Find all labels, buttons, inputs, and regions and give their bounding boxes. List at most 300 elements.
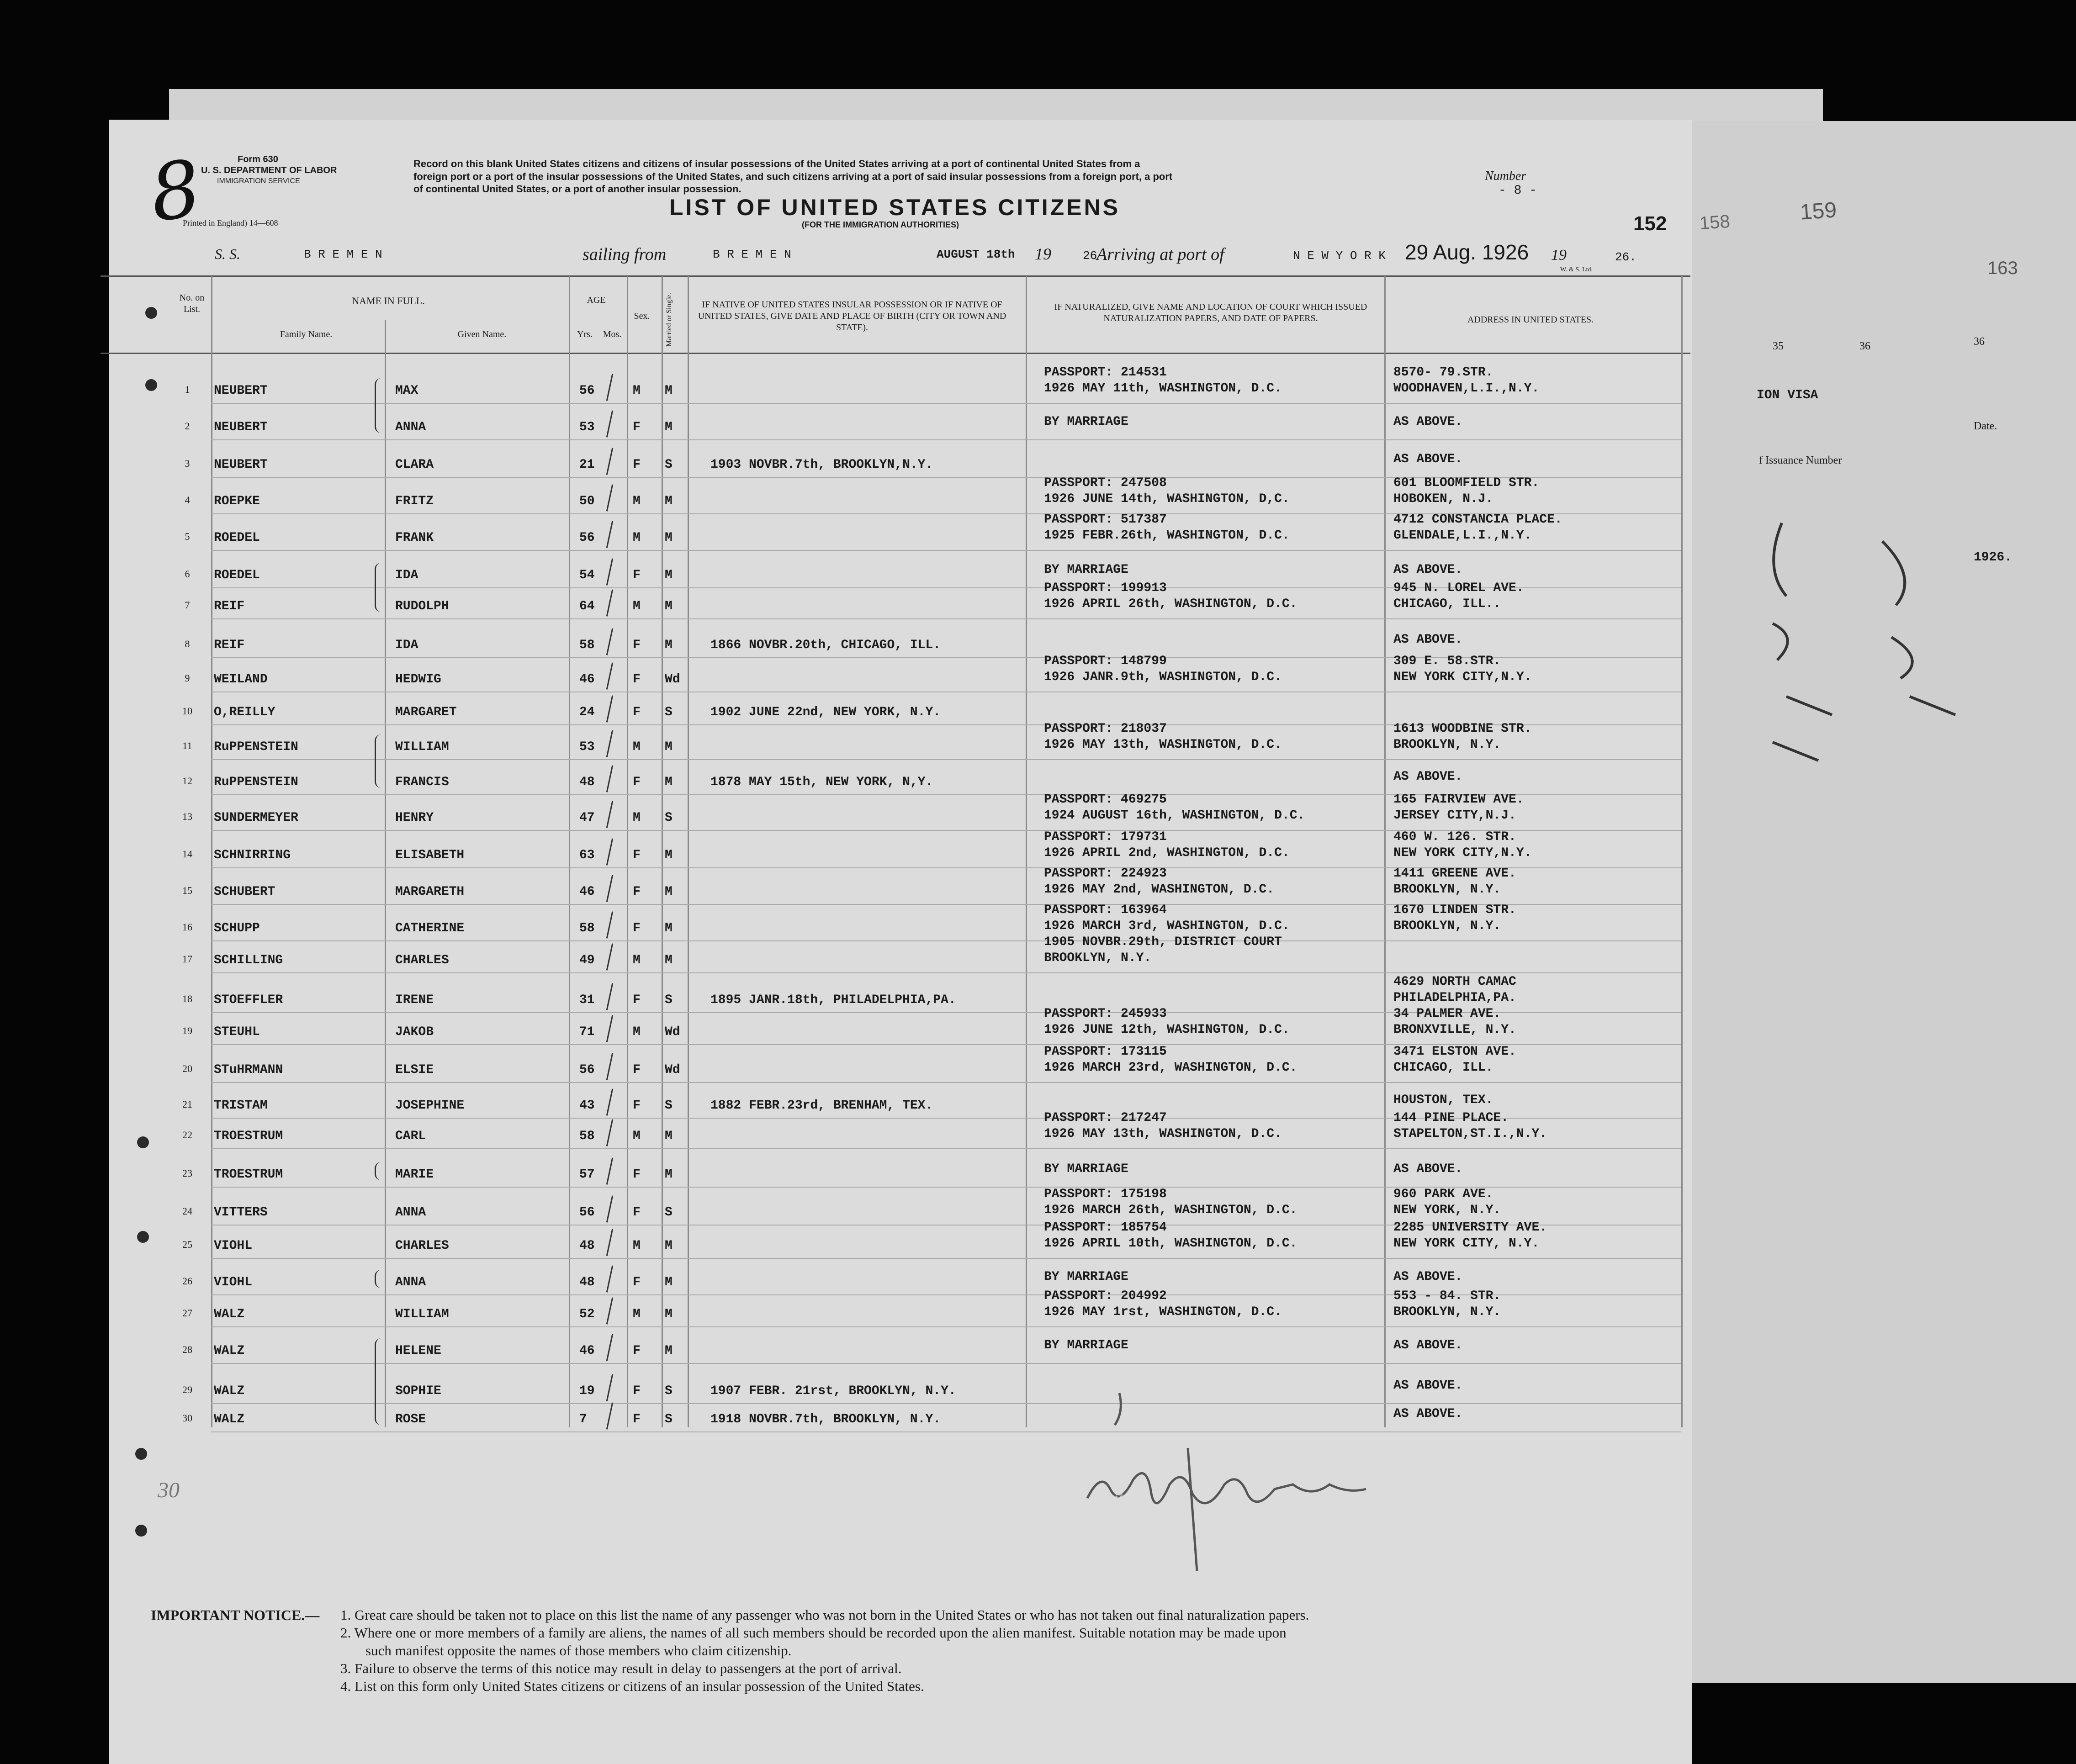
- naturalization-line-1: PASSPORT: 217247: [1044, 1111, 1167, 1125]
- age: 54: [579, 568, 595, 582]
- signature-text: AsgCldbery 4.30 pm: [1092, 1494, 1130, 1499]
- naturalization-line-2: 1926 JANR.9th, WASHINGTON, D.C.: [1044, 670, 1282, 684]
- address-line-1: 144 PINE PLACE.: [1393, 1111, 1509, 1125]
- naturalization-line-2: 1926 MAY 1rst, WASHINGTON, D.C.: [1044, 1305, 1282, 1319]
- col-header-yrs: Yrs.: [577, 329, 593, 339]
- signature: [1074, 1379, 1393, 1590]
- address-line-1: 553 - 84. STR.: [1393, 1289, 1501, 1303]
- page-title: LIST OF UNITED STATES CITIZENS: [669, 195, 1121, 220]
- arrival-date-stamp: 29 Aug. 1926: [1405, 240, 1529, 264]
- col-divider: [1384, 276, 1386, 1427]
- row-number: 7: [185, 599, 190, 611]
- address-line-2: NEW YORK CITY,N.Y.: [1393, 846, 1532, 860]
- naturalization-line-1: 1905 NOVBR.29th, DISTRICT COURT: [1044, 935, 1282, 949]
- marital-status: S: [665, 1412, 673, 1426]
- address-line-1: 1613 WOODBINE STR.: [1393, 722, 1532, 736]
- row-number: 11: [182, 740, 192, 751]
- given-name: CHARLES: [395, 953, 449, 967]
- age: 58: [579, 1129, 595, 1143]
- adjacent-issuance-label: f Issuance Number: [1759, 454, 1842, 466]
- address-line-1: 1411 GREENE AVE.: [1393, 866, 1516, 881]
- family-name: SCHUBERT: [214, 885, 275, 899]
- row-number: 19: [182, 1025, 192, 1036]
- marital-status: S: [665, 1205, 673, 1220]
- col-header-mos: Mos.: [603, 329, 622, 339]
- col-divider: [662, 276, 663, 1427]
- row-number: 15: [182, 885, 192, 896]
- page-subtitle: (FOR THE IMMIGRATION AUTHORITIES): [802, 220, 959, 229]
- family-name: NEUBERT: [214, 420, 268, 434]
- marital-status: Wd: [665, 672, 680, 687]
- row-rule: [211, 1326, 1681, 1327]
- sex: F: [633, 993, 641, 1007]
- notice-label: IMPORTANT NOTICE.—: [151, 1607, 320, 1623]
- row-number: 3: [185, 458, 190, 469]
- address-line-1: AS ABOVE.: [1393, 1407, 1463, 1421]
- naturalization-line-1: BY MARRIAGE: [1044, 1270, 1128, 1284]
- address-line-2: WOODHAVEN,L.I.,N.Y.: [1393, 381, 1540, 396]
- age: 56: [579, 384, 595, 398]
- row-rule: [211, 1082, 1681, 1083]
- family-name: WALZ: [214, 1344, 245, 1358]
- naturalization-line-1: PASSPORT: 185754: [1044, 1220, 1167, 1235]
- given-name: ANNA: [395, 420, 426, 434]
- address-line-2: BROOKLYN, N.Y.: [1393, 919, 1501, 933]
- given-name: CLARA: [395, 458, 434, 472]
- adjacent-col-a: 35: [1773, 340, 1784, 352]
- marital-status: S: [665, 1384, 673, 1398]
- marital-status: M: [665, 1129, 673, 1143]
- table-top-rule: [101, 275, 1690, 277]
- col-header-name: NAME IN FULL.: [352, 295, 425, 306]
- sailing-from: B R E M E N: [713, 248, 791, 261]
- age: 48: [579, 1275, 595, 1289]
- given-name: RUDOLPH: [395, 599, 449, 613]
- marital-status: Wd: [665, 1025, 680, 1039]
- age: 43: [579, 1099, 595, 1113]
- row-number: 21: [182, 1099, 192, 1110]
- row-number: 24: [182, 1205, 192, 1217]
- row-number: 17: [182, 953, 192, 965]
- given-name: WILLIAM: [395, 740, 449, 754]
- marital-status: S: [665, 1099, 673, 1113]
- address-line-2: BROOKLYN, N.Y.: [1393, 738, 1501, 752]
- family-name: VITTERS: [214, 1205, 268, 1220]
- naturalization-line-1: PASSPORT: 218037: [1044, 722, 1167, 736]
- family-name: VIOHL: [214, 1275, 253, 1289]
- naturalization-line-1: PASSPORT: 175198: [1044, 1187, 1167, 1201]
- sailing-from-label: sailing from: [583, 245, 667, 264]
- family-name: NEUBERT: [214, 384, 268, 398]
- row-number: 9: [185, 672, 190, 684]
- age: 48: [579, 775, 595, 789]
- adjacent-page-c: 163: [1987, 258, 2018, 278]
- marital-status: M: [665, 885, 673, 899]
- sex: F: [633, 568, 641, 582]
- sex: F: [633, 1384, 641, 1398]
- col-divider: [1681, 276, 1683, 1427]
- row-rule: [211, 550, 1681, 551]
- col-header-family: Family Name.: [280, 329, 333, 339]
- col-divider: [1026, 276, 1027, 1427]
- given-name: MARGARETH: [395, 885, 465, 899]
- year-suffix: 26: [1083, 249, 1097, 263]
- address-line-1: AS ABOVE.: [1393, 770, 1463, 784]
- age: 49: [579, 953, 595, 967]
- address-line-1: AS ABOVE.: [1393, 1378, 1463, 1393]
- address-line-2: NEW YORK, N.Y.: [1393, 1203, 1501, 1217]
- family-name: REIF: [214, 638, 245, 652]
- family-name: SCHNIRRING: [214, 848, 291, 862]
- naturalization-line-1: BY MARRIAGE: [1044, 563, 1128, 577]
- birth-info: 1895 JANR.18th, PHILADELPHIA,PA.: [710, 993, 956, 1007]
- naturalization-line-2: 1926 APRIL 10th, WASHINGTON, D.C.: [1044, 1236, 1298, 1251]
- family-name: SUNDERMEYER: [214, 811, 298, 825]
- sex: F: [633, 1063, 641, 1077]
- sex: M: [633, 1129, 641, 1143]
- naturalization-line-1: PASSPORT: 199913: [1044, 581, 1167, 595]
- address-line-1: 460 W. 126. STR.: [1393, 830, 1516, 844]
- family-name: ROEPKE: [214, 494, 260, 508]
- adjacent-year-note: 1926.: [1974, 550, 2012, 565]
- row-number: 26: [182, 1275, 192, 1287]
- row-rule: [211, 1431, 1681, 1432]
- family-name: WALZ: [214, 1307, 245, 1321]
- number-value: - 8 -: [1499, 184, 1537, 198]
- sex: F: [633, 458, 641, 472]
- given-name: IDA: [395, 568, 418, 582]
- sex: M: [633, 599, 641, 613]
- family-name: SCHUPP: [214, 921, 260, 935]
- row-number: 5: [185, 531, 190, 542]
- notice-item: 1. Great care should be taken not to place on this list the name of any passenger who was not born in the United States or who has not taken out final naturalization papers.: [340, 1607, 1309, 1623]
- form-number: Form 630: [238, 154, 278, 164]
- given-name: JAKOB: [395, 1025, 434, 1039]
- sex: M: [633, 1025, 641, 1039]
- naturalization-line-2: 1925 FEBR.26th, WASHINGTON, D.C.: [1044, 528, 1290, 543]
- instruction-line: of continental United States, or a port of another insular possession.: [413, 183, 741, 195]
- row-number: 28: [182, 1344, 192, 1355]
- address-line-2: CHICAGO, ILL..: [1393, 597, 1501, 611]
- birth-info: 1918 NOVBR.7th, BROOKLYN, N.Y.: [710, 1412, 941, 1426]
- given-name: HENRY: [395, 811, 434, 825]
- age: 48: [579, 1239, 595, 1253]
- adjacent-col-b: 36: [1859, 340, 1870, 352]
- row-rule: [211, 1363, 1681, 1364]
- family-name: STEUHL: [214, 1025, 260, 1039]
- given-name: MARIE: [395, 1167, 434, 1182]
- given-name: WILLIAM: [395, 1307, 449, 1321]
- address-line-1: HOUSTON, TEX.: [1393, 1093, 1493, 1107]
- sex: F: [633, 775, 641, 789]
- row-rule: [211, 439, 1681, 440]
- row-number: 6: [185, 568, 190, 580]
- address-line-2: NEW YORK CITY, N.Y.: [1393, 1236, 1540, 1251]
- col-header-address: ADDRESS IN UNITED STATES.: [1467, 315, 1594, 325]
- col-header-sex: Sex.: [634, 311, 650, 321]
- family-name: WEILAND: [214, 672, 268, 687]
- birth-info: 1902 JUNE 22nd, NEW YORK, N.Y.: [710, 705, 941, 719]
- age: 71: [579, 1025, 595, 1039]
- naturalization-line-2: 1926 JUNE 12th, WASHINGTON, D.C.: [1044, 1023, 1290, 1037]
- marital-status: M: [665, 740, 673, 754]
- sex: M: [633, 384, 641, 398]
- age: 31: [579, 993, 595, 1007]
- naturalization-line-1: PASSPORT: 245933: [1044, 1007, 1167, 1021]
- row-number: 4: [185, 494, 190, 506]
- marital-status: M: [665, 1275, 673, 1289]
- address-line-2: JERSEY CITY,N.J.: [1393, 808, 1516, 823]
- age: 58: [579, 638, 595, 652]
- address-line-2: BROOKLYN, N.Y.: [1393, 1305, 1501, 1319]
- address-line-1: AS ABOVE.: [1393, 1338, 1463, 1352]
- family-name: TROESTRUM: [214, 1167, 283, 1182]
- naturalization-line-2: 1926 MARCH 26th, WASHINGTON, D.C.: [1044, 1203, 1298, 1217]
- adjacent-sheet: [1690, 121, 2076, 1683]
- naturalization-line-2: 1926 APRIL 2nd, WASHINGTON, D.C.: [1044, 846, 1290, 860]
- naturalization-line-1: PASSPORT: 469275: [1044, 792, 1167, 807]
- row-number: 2: [185, 420, 190, 432]
- marital-status: M: [665, 1167, 673, 1182]
- given-name: IDA: [395, 638, 418, 652]
- birth-info: 1866 NOVBR.20th, CHICAGO, ILL.: [710, 638, 941, 652]
- marital-status: M: [665, 384, 673, 398]
- col-divider: [211, 276, 212, 1427]
- naturalization-line-1: PASSPORT: 179731: [1044, 830, 1167, 844]
- col-header-married: Married or Single.: [665, 293, 673, 347]
- sex: F: [633, 848, 641, 862]
- naturalization-line-1: PASSPORT: 224923: [1044, 866, 1167, 881]
- row-rule: [211, 759, 1681, 760]
- printed-note: Printed in England) 14—608: [183, 218, 278, 227]
- row-number: 13: [182, 811, 192, 822]
- marital-status: M: [665, 1344, 673, 1358]
- address-line-1: AS ABOVE.: [1393, 563, 1463, 577]
- given-name: IRENE: [395, 993, 434, 1007]
- adjacent-page-b: 159: [1799, 198, 1838, 225]
- naturalization-line-2: 1926 MARCH 23rd, WASHINGTON, D.C.: [1044, 1061, 1298, 1075]
- marital-status: M: [665, 848, 673, 862]
- family-name: VIOHL: [214, 1239, 253, 1253]
- age: 46: [579, 885, 595, 899]
- handwritten-sheet-number: 8: [144, 143, 207, 240]
- address-line-1: AS ABOVE.: [1393, 633, 1463, 647]
- age: 53: [579, 740, 595, 754]
- address-line-1: 4712 CONSTANCIA PLACE.: [1393, 512, 1562, 527]
- family-name: TRISTAM: [214, 1099, 268, 1113]
- birth-info: 1878 MAY 15th, NEW YORK, N,Y.: [710, 775, 933, 789]
- age: 24: [579, 705, 595, 719]
- ship-label: S. S.: [215, 246, 240, 262]
- marital-status: M: [665, 599, 673, 613]
- sex: M: [633, 953, 641, 967]
- sex: F: [633, 1344, 641, 1358]
- family-name: RuPPENSTEIN: [214, 740, 298, 754]
- col-divider: [627, 276, 628, 1427]
- address-line-1: AS ABOVE.: [1393, 452, 1463, 466]
- given-name: ANNA: [395, 1205, 426, 1220]
- row-rule: [211, 1148, 1681, 1149]
- family-name: SCHILLING: [214, 953, 283, 967]
- col-divider: [688, 276, 689, 1427]
- service: IMMIGRATION SERVICE: [217, 177, 300, 185]
- age: 50: [579, 494, 595, 508]
- age: 7: [579, 1412, 587, 1426]
- given-name: HEDWIG: [395, 672, 441, 687]
- address-line-2: PHILADELPHIA,PA.: [1393, 991, 1516, 1005]
- naturalization-line-2: 1926 MAY 13th, WASHINGTON, D.C.: [1044, 738, 1282, 752]
- naturalization-line-2: 1926 JUNE 14th, WASHINGTON, D,C.: [1044, 492, 1290, 506]
- given-name: MAX: [395, 384, 418, 398]
- arrival-year-suffix: 26.: [1615, 250, 1636, 264]
- naturalization-line-2: 1926 MAY 13th, WASHINGTON, D.C.: [1044, 1127, 1282, 1141]
- naturalization-line-1: PASSPORT: 173115: [1044, 1045, 1167, 1059]
- address-line-2: GLENDALE,L.I.,N.Y.: [1393, 528, 1532, 543]
- instruction-line: foreign port or a port of the insular possessions of the United States, and such citizens arriving at a port of said insular possessions from a foreign port, a port: [413, 170, 1173, 182]
- header-bottom-rule: [101, 353, 1690, 354]
- sex: F: [633, 672, 641, 687]
- address-line-1: 4629 NORTH CAMAC: [1393, 975, 1516, 989]
- birth-info: 1882 FEBR.23rd, BRENHAM, TEX.: [710, 1099, 933, 1113]
- marital-status: M: [665, 494, 673, 508]
- col-header-age: AGE: [587, 295, 606, 305]
- family-name: WALZ: [214, 1384, 245, 1398]
- punch-hole: [137, 1136, 149, 1148]
- sex: M: [633, 494, 641, 508]
- marital-status: M: [665, 953, 673, 967]
- given-name: FRANK: [395, 531, 434, 545]
- punch-hole: [137, 1231, 149, 1243]
- age: 47: [579, 811, 595, 825]
- row-number: 25: [182, 1239, 192, 1250]
- marital-status: M: [665, 420, 673, 434]
- arriving-label: Arriving at port of: [1096, 245, 1224, 264]
- naturalization-line-1: PASSPORT: 163964: [1044, 903, 1167, 917]
- given-name: JOSEPHINE: [395, 1099, 465, 1113]
- address-line-1: 601 BLOOMFIELD STR.: [1393, 476, 1540, 490]
- row-rule: [211, 1258, 1681, 1259]
- given-name: MARGARET: [395, 705, 457, 719]
- family-name: WALZ: [214, 1412, 245, 1426]
- family-name: TROESTRUM: [214, 1129, 283, 1143]
- address-line-2: NEW YORK CITY,N.Y.: [1393, 670, 1532, 684]
- family-name: REIF: [214, 599, 245, 613]
- adjacent-page-a: 158: [1699, 211, 1731, 234]
- given-name: ELISABETH: [395, 848, 465, 862]
- marital-status: M: [665, 1239, 673, 1253]
- row-rule: [211, 618, 1681, 619]
- year-prefix: 19: [1035, 245, 1051, 263]
- arrival-port: N E W Y O R K: [1293, 249, 1386, 263]
- address-line-1: 165 FAIRVIEW AVE.: [1393, 792, 1524, 807]
- address-line-1: 3471 ELSTON AVE.: [1393, 1045, 1516, 1059]
- naturalization-line-1: BY MARRIAGE: [1044, 1338, 1128, 1352]
- notice-item: 3. Failure to observe the terms of this notice may result in delay to passengers at the port of arrival.: [340, 1660, 902, 1676]
- col-header-native: IF NATIVE OF UNITED STATES INSULAR POSSESSION OR IF NATIVE OF UNITED STATES, GIVE DATE AND PLACE OF BIRTH (CITY OR TOWN AND STATE).: [698, 300, 1006, 333]
- sex: F: [633, 420, 641, 434]
- given-name: HELENE: [395, 1344, 441, 1358]
- age: 58: [579, 921, 595, 935]
- family-name: ROEDEL: [214, 531, 260, 545]
- age: 56: [579, 1063, 595, 1077]
- birth-info: 1907 FEBR. 21rst, BROOKLYN, N.Y.: [710, 1384, 956, 1398]
- page-number: 152: [1633, 212, 1667, 235]
- family-name: STuHRMANN: [214, 1063, 283, 1077]
- age: 52: [579, 1307, 595, 1321]
- marital-status: S: [665, 993, 673, 1007]
- address-line-1: 8570- 79.STR.: [1393, 365, 1493, 380]
- punch-hole: [135, 1525, 147, 1537]
- age: 21: [579, 458, 595, 472]
- address-line-1: AS ABOVE.: [1393, 415, 1463, 429]
- given-name: CARL: [395, 1129, 426, 1143]
- family-name: STOEFFLER: [214, 993, 283, 1007]
- adjacent-col-c: 36: [1974, 336, 1985, 348]
- sex: F: [633, 1167, 641, 1182]
- printer-mark: W. & S. Ltd.: [1560, 266, 1593, 273]
- margin-note: 30: [158, 1478, 180, 1502]
- address-line-1: 1670 LINDEN STR.: [1393, 903, 1516, 917]
- address-line-1: 34 PALMER AVE.: [1393, 1007, 1501, 1021]
- marital-status: M: [665, 531, 673, 545]
- adjacent-marks: [1745, 486, 1983, 898]
- marital-status: S: [665, 458, 673, 472]
- family-brace: [375, 378, 385, 433]
- row-number: 12: [182, 775, 192, 787]
- row-number: 27: [182, 1307, 192, 1319]
- punch-hole: [135, 1448, 147, 1460]
- address-line-1: 2285 UNIVERSITY AVE.: [1393, 1220, 1547, 1235]
- naturalization-line-2: 1926 MAY 2nd, WASHINGTON, D.C.: [1044, 882, 1275, 897]
- row-number: 18: [182, 993, 192, 1004]
- sex: M: [633, 1239, 641, 1253]
- age: 56: [579, 531, 595, 545]
- sex: F: [633, 638, 641, 652]
- adjacent-visa-label: ION VISA: [1757, 388, 1818, 402]
- instructions: [413, 158, 1172, 195]
- col-divider: [569, 276, 570, 1427]
- naturalization-line-2: 1926 MAY 11th, WASHINGTON, D.C.: [1044, 381, 1282, 396]
- address-line-1: AS ABOVE.: [1393, 1162, 1463, 1176]
- col-divider: [385, 320, 386, 1427]
- family-brace: [375, 734, 385, 788]
- naturalization-line-1: PASSPORT: 214531: [1044, 365, 1167, 380]
- marital-status: M: [665, 775, 673, 789]
- number-label: Number: [1485, 169, 1526, 183]
- age: 64: [579, 599, 595, 613]
- marital-status: S: [665, 705, 673, 719]
- sex: F: [633, 1275, 641, 1289]
- row-number: 10: [182, 705, 192, 717]
- address-line-2: CHICAGO, ILL.: [1393, 1061, 1493, 1075]
- ship-name: B R E M E N: [304, 248, 382, 261]
- sex: F: [633, 885, 641, 899]
- row-rule: [211, 1403, 1681, 1404]
- family-name: O,REILLY: [214, 705, 275, 719]
- arrival-year-prefix: 19: [1551, 247, 1567, 264]
- family-brace: [375, 1162, 385, 1180]
- row-rule: [211, 940, 1681, 941]
- sailing-date: AUGUST 18th: [937, 248, 1015, 261]
- marital-status: M: [665, 921, 673, 935]
- given-name: FRITZ: [395, 494, 434, 508]
- notice-item: such manifest opposite the names of those members who claim citizenship.: [365, 1643, 792, 1658]
- address-line-1: AS ABOVE.: [1393, 1270, 1463, 1284]
- age: 53: [579, 420, 595, 434]
- age: 57: [579, 1167, 595, 1182]
- address-line-2: BRONXVILLE, N.Y.: [1393, 1023, 1516, 1037]
- address-line-2: STAPELTON,ST.I.,N.Y.: [1393, 1127, 1547, 1141]
